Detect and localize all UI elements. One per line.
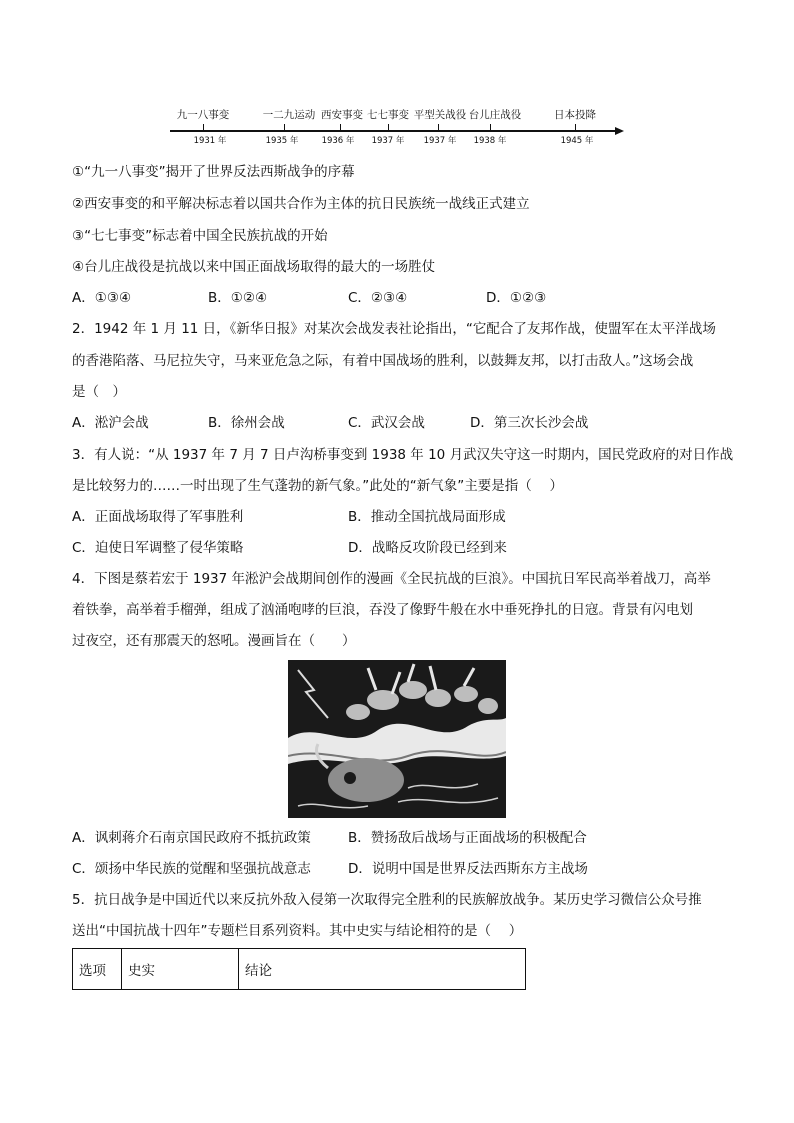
q4-option-b: B．赞扬敌后战场与正面战场的积极配合: [348, 830, 587, 846]
table-header-fact: 史实: [122, 949, 239, 990]
q4-option-d: D．说明中国是世界反法西斯东方主战场: [348, 861, 588, 877]
q3-option-d: D．战略反攻阶段已经到来: [348, 540, 507, 556]
timeline-event: 一二九运动: [262, 109, 316, 121]
timeline-year: 1936 年: [321, 136, 355, 146]
q2-option-c: C．武汉会战: [348, 415, 425, 431]
timeline-event: 平型关战役: [413, 109, 467, 121]
q1-statement: ③“七七事变”标志着中国全民族抗战的开始: [72, 228, 328, 244]
timeline-axis: [170, 130, 620, 132]
timeline-year: 1937 年: [423, 136, 457, 146]
q3-stem-line: 3．有人说：“从 1937 年 7 月 7 日卢沟桥事变到 1938 年 10 月武汉失守这一时期内，国民党政府的对日作战: [72, 447, 734, 463]
q1-statement: ④台儿庄战役是抗战以来中国正面战场取得的最大的一场胜仗: [72, 259, 436, 275]
q1-option-c: C．②③④: [348, 290, 408, 306]
q2-option-a: A．淞沪会战: [72, 415, 149, 431]
timeline-event: 七七事变: [367, 109, 409, 121]
q4-stem-line: 过夜空，还有那震天的怒吼。漫画旨在（ ）: [72, 633, 356, 649]
q1-option-b: B．①②④: [208, 290, 268, 306]
q2-stem-line: 的香港陷落、马尼拉失守，马来亚危急之际，有着中国战场的胜利，以鼓舞友邦，以打击敌人。”这场会战: [72, 353, 694, 369]
timeline-event: 台儿庄战役: [468, 109, 522, 121]
q1-option-d: D．①②③: [486, 290, 547, 306]
timeline-year: 1937 年: [371, 136, 405, 146]
q4-stem-line: 4．下图是蔡若宏于 1937 年淞沪会战期间创作的漫画《全民抗战的巨浪》。中国抗日军民高举着战刀，高举: [72, 571, 711, 587]
timeline-event: 九一八事变: [176, 109, 230, 121]
q3-option-b: B．推动全国抗战局面形成: [348, 509, 506, 525]
q4-stem-line: 着铁拳，高举着手榴弹，组成了汹涌咆哮的巨浪，吞没了像野牛般在水中垂死挣扎的日寇。背景有闪电划: [72, 602, 693, 618]
q3-stem-line: 是比较努力的……一时出现了生气蓬勃的新气象。”此处的“新气象”主要是指（ ）: [72, 478, 564, 494]
table-header-conclusion: 结论: [239, 949, 526, 990]
timeline-event: 日本投降: [554, 109, 596, 121]
q3-option-a: A．正面战场取得了军事胜利: [72, 509, 244, 525]
table-row: [73, 949, 526, 990]
q1-statement: ②西安事变的和平解决标志着以国共合作为主体的抗日民族统一战线正式建立: [72, 196, 530, 212]
timeline-year: 1938 年: [473, 136, 507, 146]
timeline-tick: [438, 124, 439, 131]
q2-stem-line: 是（ ）: [72, 384, 126, 400]
timeline-tick: [388, 124, 389, 131]
q1-statement: ①“九一八事变”揭开了世界反法西斯战争的序幕: [72, 164, 355, 180]
timeline-tick: [490, 124, 491, 131]
q2-stem-line: 2．1942 年 1 月 11 日，《新华日报》对某次会战发表社论指出，“它配合了友邦作战，使盟军在太平洋战场: [72, 321, 716, 337]
q5-table: [72, 948, 526, 990]
timeline-tick: [575, 124, 576, 131]
timeline-tick: [284, 124, 285, 131]
q5-stem-line: 5．抗日战争是中国近代以来反抗外敌入侵第一次取得完全胜利的民族解放战争。某历史学习微信公众号推: [72, 892, 702, 908]
table-header-option: 选项: [73, 949, 122, 990]
timeline-arrow-icon: [615, 127, 624, 135]
cartoon-image: [288, 660, 506, 818]
timeline-tick: [203, 124, 204, 131]
q5-stem-line: 送出“中国抗战十四年”专题栏目系列资料。其中史实与结论相符的是（ ）: [72, 923, 523, 939]
q3-option-c: C．迫使日军调整了侵华策略: [72, 540, 244, 556]
timeline-event: 西安事变: [321, 109, 363, 121]
q2-option-b: B．徐州会战: [208, 415, 285, 431]
timeline-year: 1935 年: [265, 136, 299, 146]
timeline-year: 1945 年: [560, 136, 594, 146]
q2-option-d: D．第三次长沙会战: [470, 415, 589, 431]
q4-option-c: C．颂扬中华民族的觉醒和坚强抗战意志: [72, 861, 311, 877]
timeline-figure: [160, 100, 630, 156]
timeline-tick: [340, 124, 341, 131]
q1-option-a: A．①③④: [72, 290, 132, 306]
q4-option-a: A．讽刺蒋介石南京国民政府不抵抗政策: [72, 830, 311, 846]
timeline-year: 1931 年: [193, 136, 227, 146]
